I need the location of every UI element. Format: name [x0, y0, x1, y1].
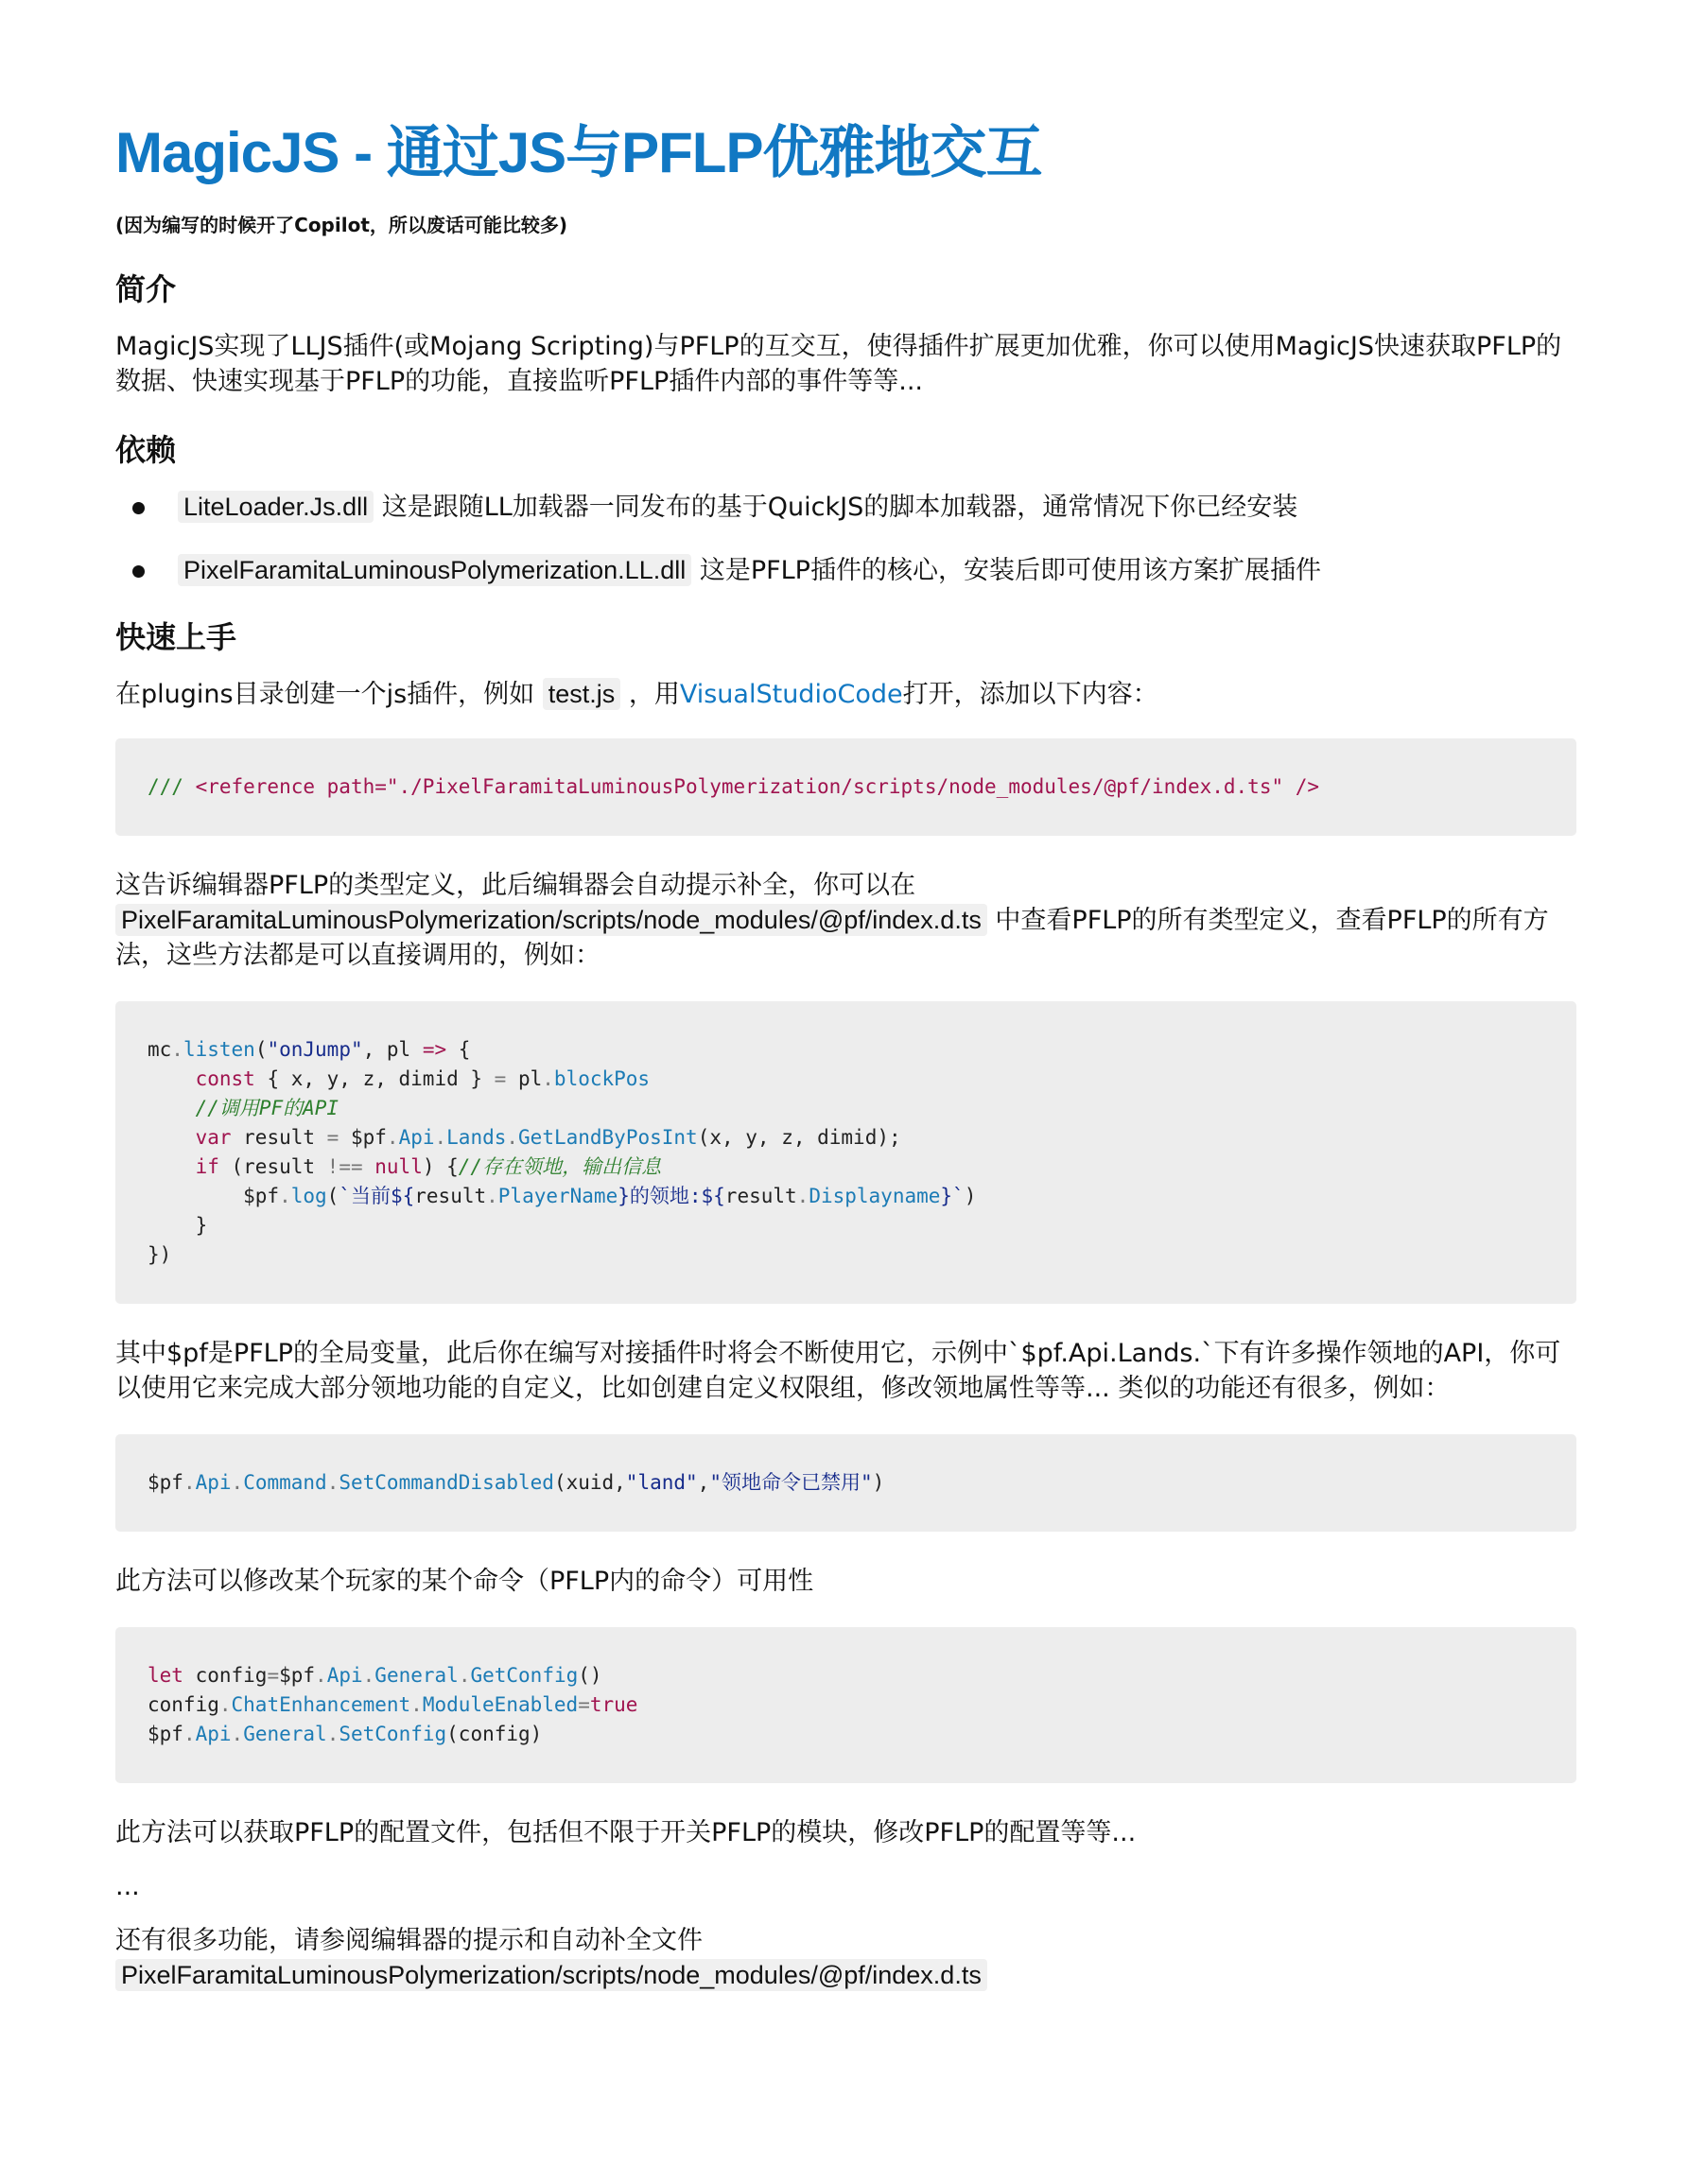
code-token: result	[414, 1185, 487, 1207]
code-token: GetLandByPosInt	[518, 1126, 698, 1149]
list-item-text: 这是PFLP插件的核心，安装后即可使用该方案扩展插件	[691, 556, 1321, 585]
bullet-icon	[132, 502, 145, 514]
code-token: .	[796, 1185, 809, 1207]
code-token	[148, 1097, 196, 1119]
code-token: =>	[422, 1038, 447, 1061]
heading-quickstart: 快速上手	[115, 619, 237, 655]
heading-intro: 简介	[115, 271, 177, 307]
code-token: .	[218, 1693, 232, 1716]
code-token: true	[589, 1693, 638, 1716]
code-token	[148, 1126, 196, 1149]
code-token: )	[964, 1185, 977, 1207]
code-token: `当前${	[339, 1185, 415, 1207]
code-token: $pf	[148, 1185, 280, 1207]
code-token: ChatEnhancement	[231, 1693, 411, 1716]
code-token: )	[872, 1471, 885, 1494]
quickstart-paragraph-2	[115, 868, 1576, 973]
text-span: 这告诉编辑器PFLP的类型定义，此后编辑器会自动提示补全，你可以在	[115, 871, 916, 900]
code-token	[148, 1067, 196, 1090]
code-token: .	[183, 1723, 196, 1745]
code-token: (	[326, 1185, 339, 1207]
code-token: SetCommandDisabled	[339, 1471, 554, 1494]
code-token: listen	[183, 1038, 255, 1061]
code-token: =	[494, 1067, 507, 1090]
code-token: .	[231, 1723, 244, 1745]
code-token: .	[506, 1126, 519, 1149]
text-span: ，用	[620, 680, 680, 709]
code-token: ///	[148, 775, 196, 798]
list-item	[115, 553, 1576, 588]
code-token: const	[195, 1067, 255, 1090]
code-token: }`	[940, 1185, 965, 1207]
code-token: }	[148, 1214, 208, 1237]
code-token: ()	[578, 1664, 602, 1687]
code-token: }的领地:${	[618, 1185, 725, 1207]
text-span: 打开，添加以下内容：	[902, 680, 1158, 709]
code-token: PlayerName	[497, 1185, 618, 1207]
code-token: .	[542, 1067, 554, 1090]
code-token: .	[183, 1471, 196, 1494]
code-token: "land"	[625, 1471, 698, 1494]
code-token: =	[267, 1664, 280, 1687]
code-token: />	[1283, 775, 1320, 798]
code-token: .	[458, 1664, 471, 1687]
quickstart-paragraph-6	[115, 1923, 1576, 1993]
code-token: GetConfig	[470, 1664, 579, 1687]
code-token: =	[326, 1126, 339, 1149]
code-token: , pl	[362, 1038, 423, 1061]
code-token: .	[279, 1185, 291, 1207]
code-token: Api	[326, 1664, 363, 1687]
code-block-reference	[115, 738, 1576, 836]
code-token: .	[362, 1664, 375, 1687]
code-token: ModuleEnabled	[422, 1693, 579, 1716]
code-token: result	[724, 1185, 797, 1207]
list-item-text: 这是跟随LL加载器一同发布的基于QuickJS的脚本加载器，通常情况下你已经安装	[374, 493, 1298, 522]
code-token: .	[434, 1126, 447, 1149]
code-token: { x, y, z, dimid }	[254, 1067, 495, 1090]
inline-code: LiteLoader.Js.dll	[178, 491, 374, 523]
code-token: config	[183, 1664, 268, 1687]
code-token: null	[374, 1155, 423, 1178]
code-token: "onJump"	[267, 1038, 363, 1061]
code-token: path=	[326, 775, 387, 798]
code-token: //调用PF的API	[195, 1097, 339, 1119]
code-token: //存在领地，输出信息	[458, 1155, 662, 1178]
code-token: mc	[148, 1038, 172, 1061]
code-token: =	[578, 1693, 590, 1716]
code-token: General	[243, 1723, 327, 1745]
code-token: var	[195, 1126, 232, 1149]
quickstart-paragraph-5: 此方法可以获取PFLP的配置文件，包括但不限于开关PFLP的模块，修改PFLP的配置等等...	[115, 1818, 1137, 1847]
code-token: Api	[195, 1723, 232, 1745]
code-token: .	[231, 1471, 244, 1494]
code-token: .	[486, 1185, 498, 1207]
code-token: "领地命令已禁用"	[709, 1471, 873, 1494]
code-token	[148, 1155, 196, 1178]
inline-code: PixelFaramitaLuminousPolymerization.LL.dll	[178, 554, 691, 586]
author-note: (因为编写的时候开了Copilot，所以废话可能比较多)	[115, 214, 568, 236]
vscode-link[interactable]: VisualStudioCode	[679, 680, 903, 709]
code-token: ) {	[422, 1155, 459, 1178]
code-token: Lands	[446, 1126, 507, 1149]
quickstart-paragraph-1	[115, 677, 1576, 712]
text-span: 中查看PFLP的所有类型定义，查看PFLP的所有方法，这些方法都是可以直接调用的，例如：	[115, 906, 1549, 970]
intro-text: MagicJS实现了LLJS插件(或Mojang Scripting)与PFLP的互交互，使得插件扩展更加优雅，你可以使用MagicJS快速获取PFLP的数据、快速实现基于PFLP的功能，直接监听PFLP插件内部的事件等等...	[115, 332, 1562, 396]
code-token: .	[326, 1471, 339, 1494]
code-token: config	[148, 1693, 219, 1716]
code-token: $pf	[279, 1664, 316, 1687]
code-block-config	[115, 1627, 1576, 1783]
text-span: 在plugins目录创建一个js插件，例如	[115, 680, 543, 709]
code-token: .	[410, 1693, 423, 1716]
code-token: .	[386, 1126, 399, 1149]
code-token: (x, y, z, dimid);	[697, 1126, 901, 1149]
code-block-command	[115, 1434, 1576, 1532]
code-token: .	[315, 1664, 327, 1687]
code-token: blockPos	[553, 1067, 651, 1090]
code-token: let	[148, 1664, 183, 1687]
code-token: $pf	[148, 1723, 183, 1745]
code-token: result	[231, 1126, 327, 1149]
quickstart-paragraph-3: 其中$pf是PFLP的全局变量，此后你在编写对接插件时将会不断使用它，示例中`$pf.Api.Lands.`下有许多操作领地的API，你可以使用它来完成大部分领地功能的自定义，比如创建自定义权限组，修改领地属性等等... 类似的功能还有很多，例如：	[115, 1339, 1561, 1403]
bullet-icon	[132, 565, 145, 578]
code-token: ,	[697, 1471, 710, 1494]
deps-list	[115, 490, 1576, 588]
code-token: (	[254, 1038, 268, 1061]
code-token: Api	[195, 1471, 232, 1494]
code-token: pl	[506, 1067, 543, 1090]
code-block-listen	[115, 1001, 1576, 1304]
code-token: Api	[398, 1126, 435, 1149]
list-item	[115, 490, 1576, 525]
document-content	[115, 113, 1576, 1993]
code-token: !==	[326, 1155, 363, 1178]
code-token: "./PixelFaramitaLuminousPolymerization/scripts/node_modules/@pf/index.d.ts"	[386, 775, 1284, 798]
code-token: (xuid,	[553, 1471, 626, 1494]
text-span: 还有很多功能，请参阅编辑器的提示和自动补全文件	[115, 1926, 703, 1955]
code-token: (config)	[446, 1723, 543, 1745]
code-token	[363, 1155, 375, 1178]
code-token: if	[195, 1155, 219, 1178]
code-token: General	[374, 1664, 459, 1687]
code-token: $pf	[339, 1126, 387, 1149]
code-token: <reference	[195, 775, 327, 798]
code-token: (result	[218, 1155, 327, 1178]
inline-code: PixelFaramitaLuminousPolymerization/scripts/node_modules/@pf/index.d.ts	[115, 1959, 987, 1991]
page-title: MagicJS - 通过JS与PFLP优雅地交互	[115, 121, 1042, 184]
code-token: Command	[243, 1471, 327, 1494]
quickstart-paragraph-4: 此方法可以修改某个玩家的某个命令（PFLP内的命令）可用性	[115, 1567, 814, 1596]
ellipsis-text: ...	[115, 1872, 140, 1901]
code-token: })	[148, 1243, 172, 1266]
inline-code: test.js	[543, 678, 621, 710]
code-token: .	[326, 1723, 339, 1745]
code-token: log	[290, 1185, 327, 1207]
code-token: SetConfig	[339, 1723, 447, 1745]
code-token: .	[171, 1038, 183, 1061]
inline-code: PixelFaramitaLuminousPolymerization/scripts/node_modules/@pf/index.d.ts	[115, 904, 987, 936]
code-token: $pf	[148, 1471, 183, 1494]
code-token: {	[446, 1038, 471, 1061]
code-token: Displayname	[809, 1185, 941, 1207]
heading-deps: 依赖	[115, 432, 177, 468]
